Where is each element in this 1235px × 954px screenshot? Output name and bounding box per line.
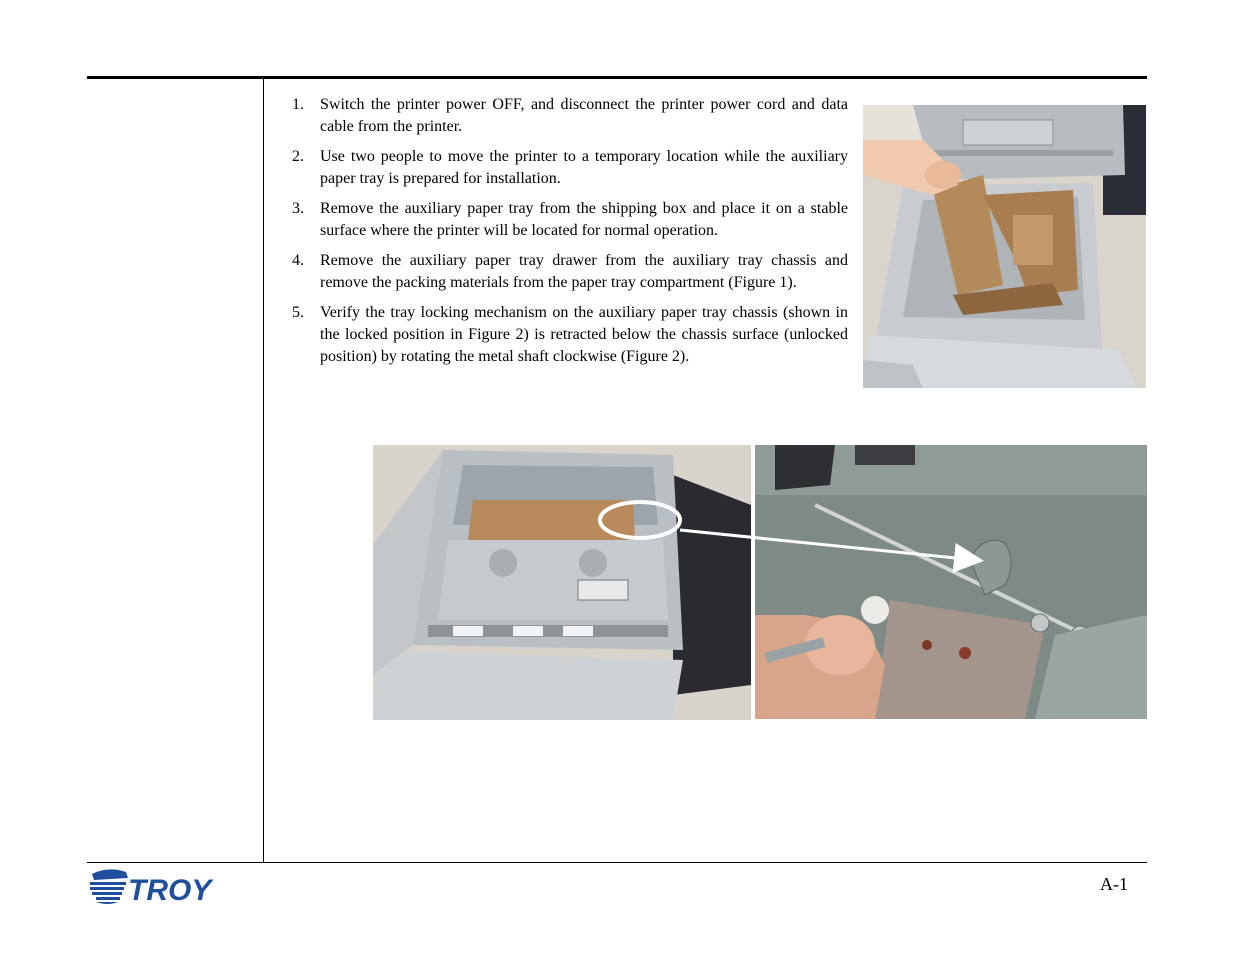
header-rule	[87, 76, 1147, 79]
step-number: 4.	[292, 252, 304, 269]
margin-divider	[263, 79, 264, 862]
instruction-list	[292, 94, 848, 376]
list-item	[292, 250, 848, 294]
figure-1-photo	[863, 105, 1146, 388]
step-number: 5.	[292, 304, 304, 321]
figure-2b-photo	[755, 445, 1147, 719]
step-text: Remove the auxiliary paper tray from the shipping box and place it on a stable surface where the printer will be located for normal operation.	[320, 200, 848, 239]
list-item	[292, 302, 848, 368]
step-number: 3.	[292, 200, 304, 217]
page-number: A-1	[1100, 874, 1128, 894]
step-text: Switch the printer power OFF, and disconnect the printer power cord and data cable from the printer.	[320, 96, 848, 135]
list-item	[292, 94, 848, 138]
list-item	[292, 198, 848, 242]
footer-rule	[87, 862, 1147, 863]
list-item	[292, 146, 848, 190]
step-number: 1.	[292, 96, 304, 113]
logo-text: TROY	[128, 874, 212, 907]
step-text: Verify the tray locking mechanism on the auxiliary paper tray chassis (shown in the locked position in Figure 2) is retracted below the chassis surface (unlocked position) by rotating the metal shaft clockwise (Figure 2).	[320, 304, 848, 365]
step-text: Use two people to move the printer to a temporary location while the auxiliary paper tray is prepared for installation.	[320, 148, 848, 187]
figure-2a-photo	[373, 445, 751, 720]
troy-logo	[88, 866, 222, 908]
step-text: Remove the auxiliary paper tray drawer from the auxiliary tray chassis and remove the packing materials from the paper tray compartment (Figure 1).	[320, 252, 848, 291]
step-number: 2.	[292, 148, 304, 165]
